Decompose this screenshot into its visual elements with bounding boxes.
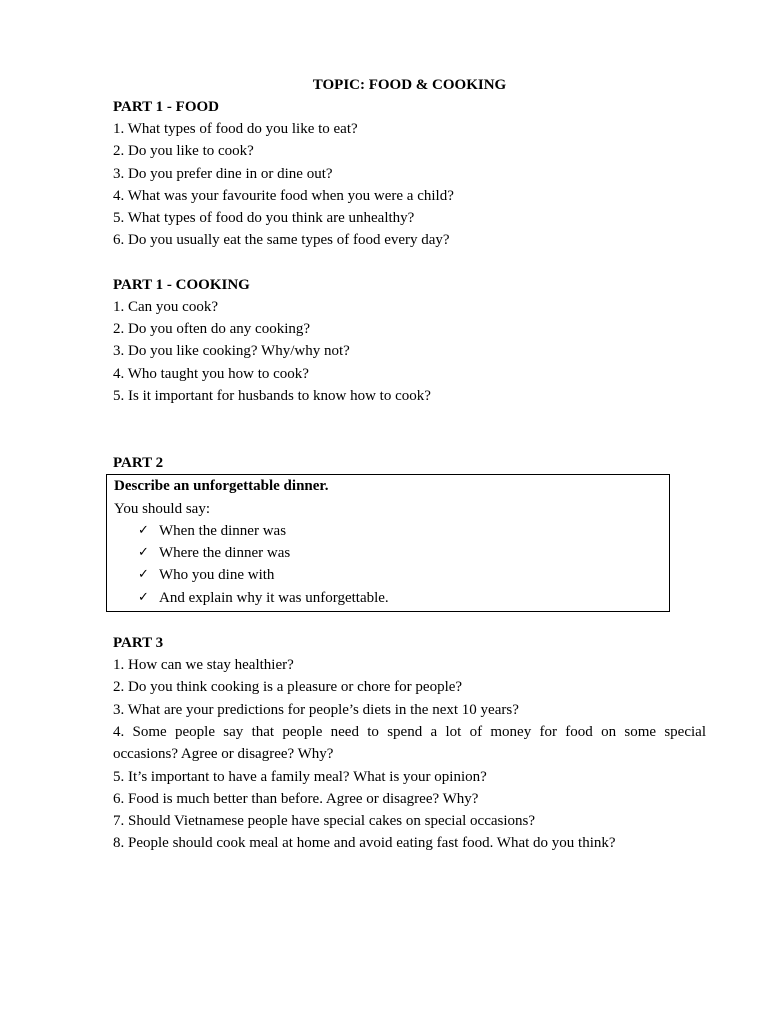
section-part3 <box>113 632 706 855</box>
question: 4. Who taught you how to cook? <box>113 365 309 382</box>
cue-point-text: And explain why it was unforgettable. <box>159 589 389 606</box>
question: 1. How can we stay healthier? <box>113 657 294 674</box>
question: 5. Is it important for husbands to know how to cook? <box>113 387 431 404</box>
cue-point <box>114 520 669 542</box>
question: 3. Do you prefer dine in or dine out? <box>113 165 333 182</box>
question-continuation: occasions? Agree or disagree? Why? <box>113 746 334 763</box>
section-part2 <box>113 452 706 612</box>
question: 2. Do you think cooking is a pleasure or chore for people? <box>113 679 463 696</box>
section-heading: PART 2 <box>113 455 164 472</box>
question: 8. People should cook meal at home and avoid eating fast food. What do you think? <box>113 835 616 852</box>
cue-point-text: Who you dine with <box>159 567 275 584</box>
question: 5. It’s important to have a family meal? What is your opinion? <box>113 768 487 785</box>
checkmark-icon: ✓ <box>138 522 149 538</box>
question: 1. Can you cook? <box>113 298 218 315</box>
question: 6. Do you usually eat the same types of food every day? <box>113 232 450 249</box>
question: 3. Do you like cooking? Why/why not? <box>113 343 350 360</box>
question: 6. Food is much better than before. Agree or disagree? Why? <box>113 790 479 807</box>
question: 1. What types of food do you like to eat? <box>113 121 358 137</box>
checkmark-icon: ✓ <box>138 589 149 605</box>
cue-point <box>114 564 669 586</box>
question: 4. Some people say that people need to spend a lot of money for food on some special <box>113 723 706 740</box>
cue-card-title: Describe an unforgettable dinner. <box>114 478 329 495</box>
cue-card <box>106 474 670 612</box>
cue-point-text: Where the dinner was <box>159 545 291 562</box>
cue-point <box>114 587 669 609</box>
cue-point-text: When the dinner was <box>159 522 287 539</box>
question: 3. What are your predictions for people’s diets in the next 10 years? <box>113 701 519 718</box>
section-heading: PART 1 - COOKING <box>113 276 250 293</box>
question: 2. Do you often do any cooking? <box>113 321 311 338</box>
question: 7. Should Vietnamese people have special cakes on special occasions? <box>113 813 536 830</box>
cue-card-intro: You should say: <box>114 500 210 517</box>
section-heading: PART 1 - FOOD <box>113 99 219 115</box>
section-part1-food <box>113 96 706 252</box>
document-page <box>113 74 706 855</box>
question: 2. Do you like to cook? <box>113 143 254 160</box>
section-part1-cooking <box>113 274 706 407</box>
cue-point <box>114 542 669 564</box>
question: 5. What types of food do you think are unhealthy? <box>113 210 415 227</box>
page-title: TOPIC: FOOD & COOKING <box>312 77 507 93</box>
section-heading: PART 3 <box>113 635 164 652</box>
question: 4. What was your favourite food when you were a child? <box>113 187 454 204</box>
checkmark-icon: ✓ <box>138 545 149 561</box>
checkmark-icon: ✓ <box>138 567 149 583</box>
